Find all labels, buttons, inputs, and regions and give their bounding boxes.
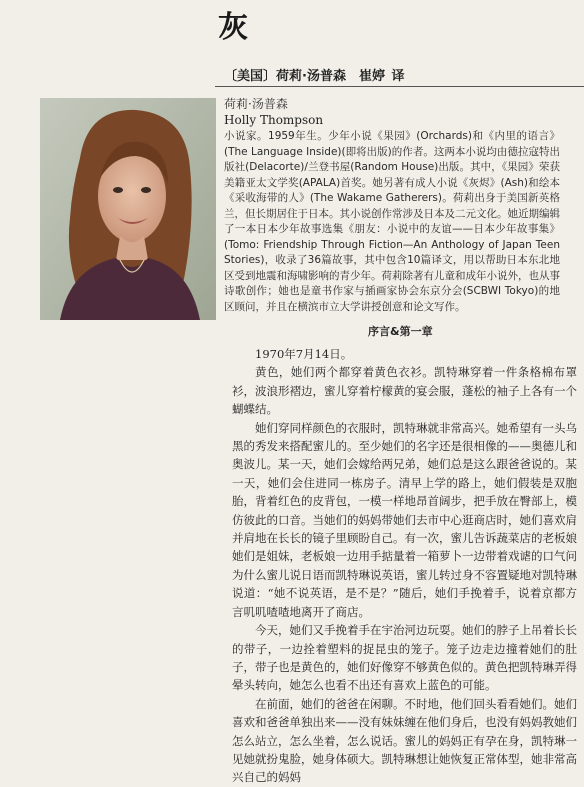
author-name-chinese: 荷莉·汤普森 <box>224 97 288 111</box>
author-bio-text: 小说家。1959年生。少年小说《果园》(Orchards)和《内里的语言》(The Language Inside)(即将出版)的作者。这两本小说均由德拉寇特出版社(Delacorte)/兰登书屋(Random House)出版。其中，《果园》荣获美籍亚太文学奖(APALA)首奖。她另著有成人小说《灰烬》(Ash)和绘本《采收海带的人》(The Wakame Gatherers)。荷莉出身于美国新英格兰，但长期居住于日本。其小说创作常涉及日本及二元文化。她近期编辑了一本日本少年故事选集《朋友：小说中的友谊——日本少年故事集》(Tomo: Friendship Through Fiction—An Anthology of Japan Teen Stories)，收录了36篇故事，其中包含10篇译文，用以帮助日本东北地区受到地震和海啸影响的青少年。荷莉除著有儿童和成年小说外，也从事诗歌创作；她也是童书作家与插画家协会东京分会(SCBWI Tokyo)的地区顾问，并且在横滨市立大学讲授创意和论文写作。 <box>224 130 560 313</box>
section-heading: 序言&第一章 <box>368 325 433 338</box>
author-portrait-illustration <box>40 98 216 320</box>
story-paragraph: 今天，她们又手挽着手在宇治河边玩耍。她们的脖子上吊着长长的带子，一边拴着塑料的捉昆虫的笼子。笼子边走边撞着她们的肚子，带子也是黄色的，她们好像穿不够黄色似的。黄色把凯特琳弄得晕头转向，她怎么也看不出还有喜欢上蓝色的可能。 <box>232 623 577 693</box>
author-photo <box>40 98 216 320</box>
header-divider <box>215 86 584 87</box>
story-paragraph: 1970年7月14日。 <box>255 347 353 361</box>
story-paragraph: 黄色，她们两个都穿着黄色衣衫。凯特琳穿着一件条格棉布罩衫，波浪形褶边，蜜儿穿着柠檬黄的宴会服，蓬松的袖子上各有一个蝴蝶结。 <box>232 365 577 417</box>
author-bio <box>224 96 560 315</box>
story-paragraph: 在前面，她们的爸爸在闲聊。不时地，他们回头看看她们。她们喜欢和爸爸单独出来——没有妹妹缠在他们身后，也没有妈妈教她们怎么站立，怎么坐着，怎么说话。蜜儿的妈妈正有孕在身，凯特琳一见她就扮鬼脸，她身体硕大。凯特琳想让她恢复正常体型，她非常高兴自己的妈妈 <box>232 696 577 785</box>
story-body <box>232 345 577 787</box>
author-translator-byline: 〔美国〕荷莉·汤普森 崔婷 译 <box>224 69 405 84</box>
story-paragraph: 她们穿同样颜色的衣服时，凯特琳就非常高兴。她希望有一头乌黑的秀发来搭配蜜儿的。至少她们的名字还是很相像的——奥德儿和奥波儿。某一天，她们会嫁给两兄弟，她们总是这么跟爸爸说的。某一天，她们会住进同一栋房子。清早上学的路上，她们假装是双胞胎，背着红色的皮背包，一模一样地昂首阔步，把手放在臀部上，模仿彼此的口音。当她们的妈妈带她们去市中心逛商店时，她们喜欢肩并肩地在长长的镜子里顾盼自己。有一次，蜜儿告诉蔬菜店的老板娘她们是姐妹，老板娘一边用手掂量着一箱萝卜一边带着戏谑的口气问为什么蜜儿说日语而凯特琳说英语，蜜儿转过身不容置疑地对凯特琳说道：“她不说英语，是不是？”随后，她们手挽着手，说着京都方言叽叽喳喳地离开了商店。 <box>232 420 577 619</box>
story-title: 灰 <box>218 10 248 45</box>
author-name-english: Holly Thompson <box>224 113 324 127</box>
